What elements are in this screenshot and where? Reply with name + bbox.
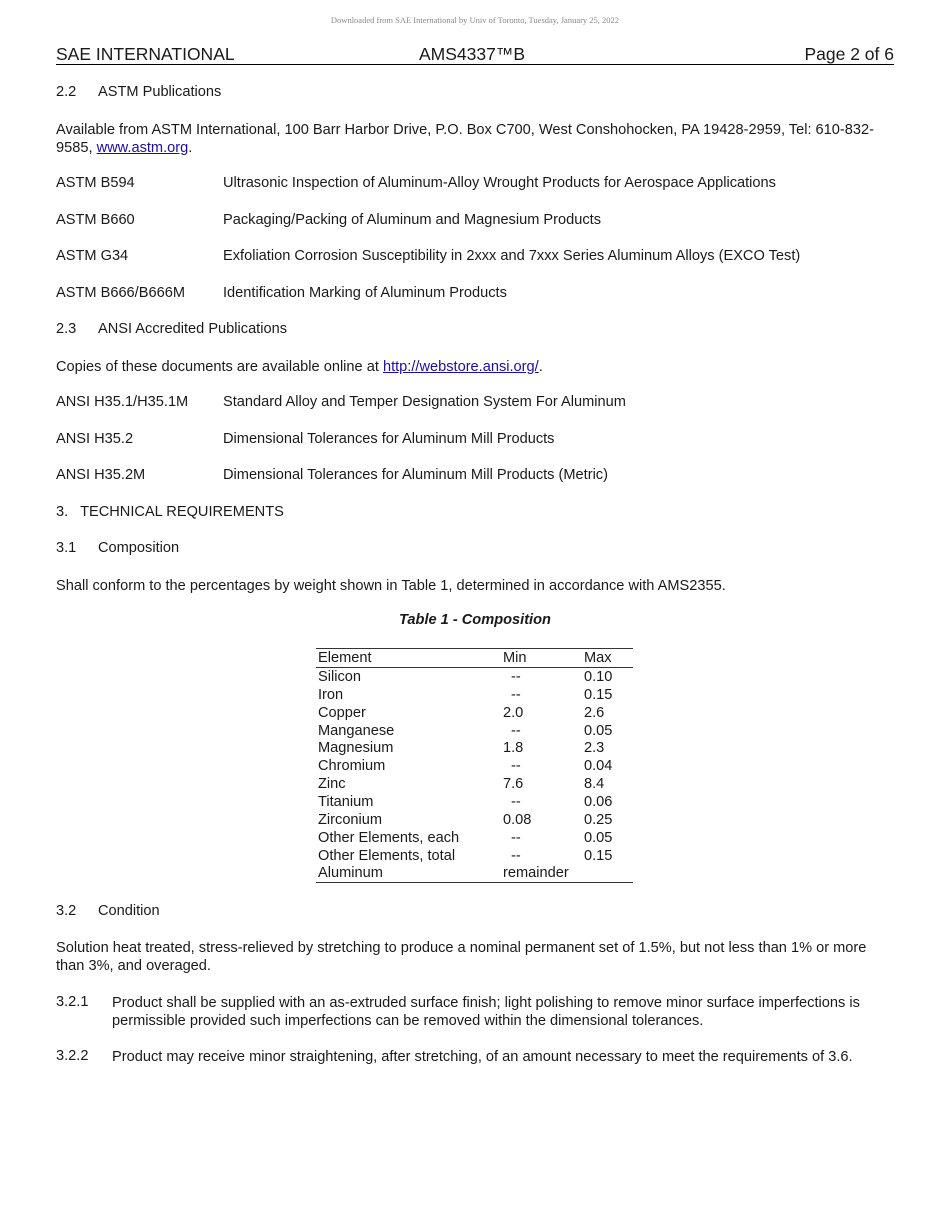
table-header-element: Element — [318, 650, 372, 666]
subsection-number: 3.2.2 — [56, 1048, 89, 1064]
table-bottom-rule — [316, 882, 633, 883]
table-top-rule — [316, 648, 633, 649]
table-cell-min: remainder — [503, 865, 569, 881]
table-cell-max: 2.6 — [584, 705, 605, 721]
table-cell-max: 0.05 — [584, 830, 613, 846]
table-cell-min: 0.08 — [503, 812, 532, 828]
table-cell-max: 0.15 — [584, 687, 613, 703]
astm-availability-paragraph — [56, 121, 894, 157]
section-3-2-text: Solution heat treated, stress-relieved by stretching to produce a nominal permanent set of 1.5%, but not less than 1% or more than 3%, and overaged. — [56, 940, 867, 974]
ref-title: Dimensional Tolerances for Aluminum Mill Products (Metric) — [223, 467, 608, 483]
table-cell-max: 2.3 — [584, 740, 605, 756]
astm-availability-suffix: . — [188, 140, 193, 156]
section-3-1-text: Shall conform to the percentages by weight shown in Table 1, determined in accordance with AMS2355. — [56, 578, 726, 594]
table-cell-min: 2.0 — [503, 705, 524, 721]
ansi-availability-paragraph — [56, 358, 894, 376]
table-cell-element: Manganese — [318, 723, 395, 739]
table-cell-max: 0.06 — [584, 794, 613, 810]
table-cell-element: Other Elements, total — [318, 848, 456, 864]
table-cell-element: Copper — [318, 705, 366, 721]
table-title: Table 1 - Composition — [399, 612, 551, 628]
subsection-text: Product may receive minor straightening, after stretching, of an amount necessary to meet the requirements of 3.6. — [112, 1049, 853, 1065]
table-cell-max: 0.05 — [584, 723, 613, 739]
table-cell-max: 0.15 — [584, 848, 613, 864]
table-cell-min: -- — [511, 687, 521, 703]
ref-title: Standard Alloy and Temper Designation System For Aluminum — [223, 394, 626, 410]
section-3-2-title: Condition — [98, 903, 160, 919]
table-cell-element: Silicon — [318, 669, 361, 685]
download-note: Downloaded from SAE International by Univ of Toronto, Tuesday, January 25, 2022 — [330, 15, 620, 25]
header-rule — [56, 64, 894, 65]
table-cell-element: Zinc — [318, 776, 346, 792]
table-cell-element: Aluminum — [318, 865, 383, 881]
table-header-rule — [316, 667, 633, 668]
table-cell-min: 1.8 — [503, 740, 524, 756]
table-header-min: Min — [503, 650, 527, 666]
ref-code: ASTM B660 — [56, 212, 135, 228]
astm-link[interactable]: www.astm.org — [96, 140, 189, 156]
table-cell-max: 0.04 — [584, 758, 613, 774]
ansi-availability-suffix: . — [538, 359, 543, 375]
table-cell-element: Iron — [318, 687, 344, 703]
ref-code: ANSI H35.2M — [56, 467, 146, 483]
section-3-heading: 3. TECHNICAL REQUIREMENTS — [56, 504, 284, 520]
table-cell-element: Chromium — [318, 758, 386, 774]
section-2-3-title: ANSI Accredited Publications — [98, 321, 288, 337]
astm-availability-text: Available from ASTM International, 100 Barr Harbor Drive, P.O. Box C700, West Conshohocken, PA 19428-2959, Tel: 610-832-9585, — [56, 122, 874, 156]
header-org: SAE INTERNATIONAL — [56, 44, 235, 64]
table-cell-min: -- — [511, 723, 521, 739]
section-2-2-number: 2.2 — [56, 84, 77, 100]
subsection-text: Product shall be supplied with an as-extruded surface finish; light polishing to remove minor surface imperfections is permissible provided such imperfections can be removed within the dimensional tolerances. — [112, 995, 860, 1029]
ref-code: ANSI H35.1/H35.1M — [56, 394, 189, 410]
table-cell-element: Zirconium — [318, 812, 383, 828]
ref-code: ASTM B666/B666M — [56, 285, 185, 301]
table-cell-element: Magnesium — [318, 740, 394, 756]
ref-code: ASTM B594 — [56, 175, 135, 191]
header-doc-id: AMS4337™B — [419, 44, 526, 64]
ref-code: ANSI H35.2 — [56, 431, 134, 447]
table-cell-min: 7.6 — [503, 776, 524, 792]
table-cell-min: -- — [511, 794, 521, 810]
section-3-1-number: 3.1 — [56, 540, 77, 556]
ref-title: Exfoliation Corrosion Susceptibility in 2xxx and 7xxx Series Aluminum Alloys (EXCO Test) — [223, 248, 801, 264]
section-3-2-number: 3.2 — [56, 903, 77, 919]
table-cell-min: -- — [511, 669, 521, 685]
table-cell-min: -- — [511, 758, 521, 774]
table-cell-element: Titanium — [318, 794, 374, 810]
ansi-link[interactable]: http://webstore.ansi.org/ — [382, 359, 539, 375]
section-2-2-title: ASTM Publications — [98, 84, 222, 100]
ref-title: Dimensional Tolerances for Aluminum Mill Products — [223, 431, 555, 447]
table-cell-min: -- — [511, 830, 521, 846]
header-page-number: Page 2 of 6 — [804, 44, 894, 64]
table-cell-element: Other Elements, each — [318, 830, 460, 846]
table-header-max: Max — [584, 650, 612, 666]
section-2-3-number: 2.3 — [56, 321, 77, 337]
table-cell-max: 0.10 — [584, 669, 613, 685]
table-cell-max: 0.25 — [584, 812, 613, 828]
subsection-number: 3.2.1 — [56, 994, 89, 1010]
ansi-availability-text: Copies of these documents are available online at — [56, 359, 379, 375]
ref-title: Identification Marking of Aluminum Products — [223, 285, 507, 301]
ref-code: ASTM G34 — [56, 248, 129, 264]
section-3-1-title: Composition — [98, 540, 180, 556]
table-cell-max: 8.4 — [584, 776, 605, 792]
table-cell-min: -- — [511, 848, 521, 864]
ref-title: Ultrasonic Inspection of Aluminum-Alloy Wrought Products for Aerospace Applications — [223, 175, 776, 191]
ref-title: Packaging/Packing of Aluminum and Magnesium Products — [223, 212, 602, 228]
